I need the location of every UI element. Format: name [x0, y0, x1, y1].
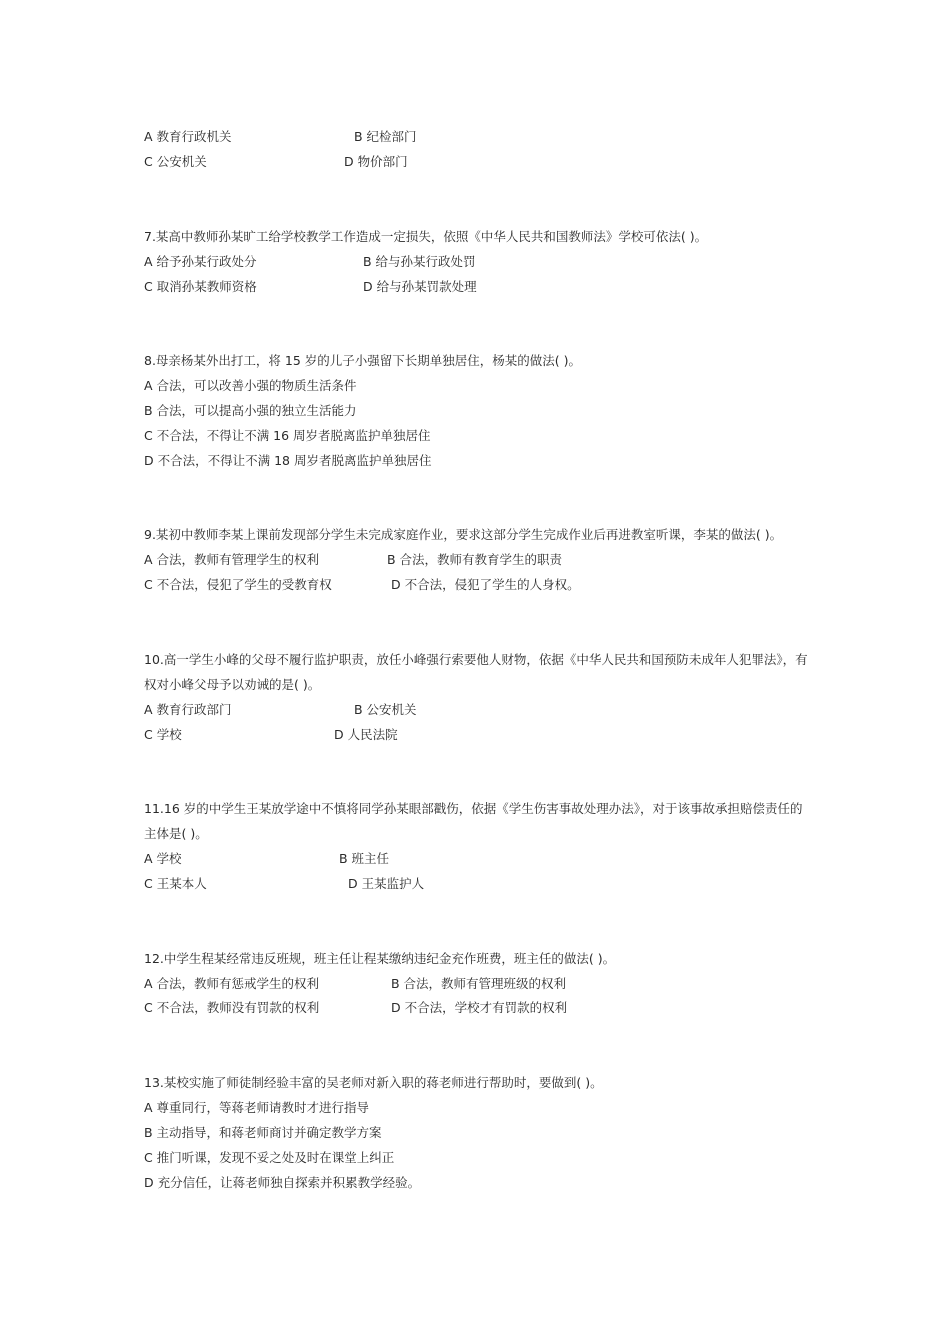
- q9-option-a: A 合法，教师有管理学生的权利: [144, 552, 320, 567]
- q7-option-a: A 给予孙某行政处分: [144, 254, 257, 269]
- q12-option-a: A 合法，教师有惩戒学生的权利: [144, 976, 320, 991]
- q6-option-d: D 物价部门: [344, 154, 408, 169]
- q9-option-c: C 不合法，侵犯了学生的受教育权: [144, 577, 332, 592]
- q13-option-d: D 充分信任，让蒋老师独自探索并积累教学经验。: [144, 1175, 421, 1190]
- q12-option-c: C 不合法，教师没有罚款的权利: [144, 1000, 320, 1015]
- q8-option-c: C 不合法，不得让不满 16 周岁者脱离监护单独居住: [144, 428, 431, 443]
- q11-option-a: A 学校: [144, 851, 182, 866]
- q7-stem: 7.某高中教师孙某旷工给学校教学工作造成一定损失，依照《中华人民共和国教师法》学校可依法( )。: [144, 229, 708, 244]
- q12-option-b: B 合法，教师有管理班级的权利: [391, 976, 567, 991]
- q13-option-b: B 主动指导，和蒋老师商讨并确定教学方案: [144, 1125, 382, 1140]
- q12-option-d: D 不合法，学校才有罚款的权利: [391, 1000, 568, 1015]
- q9-stem: 9.某初中教师李某上课前发现部分学生未完成家庭作业，要求这部分学生完成作业后再进教室听课，李某的做法( )。: [144, 527, 783, 542]
- q7-option-d: D 给与孙某罚款处理: [363, 279, 477, 294]
- q6-option-c: C 公安机关: [144, 154, 207, 169]
- q8-option-b: B 合法，可以提高小强的独立生活能力: [144, 403, 357, 418]
- q9-option-d: D 不合法，侵犯了学生的人身权。: [391, 577, 580, 592]
- q11-option-d: D 王某监护人: [348, 876, 425, 891]
- q13-stem: 13.某校实施了师徒制经验丰富的吴老师对新入职的蒋老师进行帮助时，要做到( )。: [144, 1075, 603, 1090]
- q10-option-c: C 学校: [144, 727, 182, 742]
- q6-option-a: A 教育行政机关: [144, 129, 232, 144]
- q11-option-c: C 王某本人: [144, 876, 207, 891]
- q10-option-b: B 公安机关: [354, 702, 417, 717]
- q9-option-b: B 合法，教师有教育学生的职责: [387, 552, 563, 567]
- q7-option-c: C 取消孙某教师资格: [144, 279, 257, 294]
- q11-option-b: B 班主任: [339, 851, 390, 866]
- q8-option-a: A 合法，可以改善小强的物质生活条件: [144, 378, 357, 393]
- q10-option-a: A 教育行政部门: [144, 702, 232, 717]
- q8-option-d: D 不合法，不得让不满 18 周岁者脱离监护单独居住: [144, 453, 432, 468]
- q7-option-b: B 给与孙某行政处罚: [363, 254, 476, 269]
- q10-option-d: D 人民法院: [334, 727, 398, 742]
- q12-stem: 12.中学生程某经常违反班规，班主任让程某缴纳违纪金充作班费，班主任的做法( )。: [144, 951, 616, 966]
- q10-stem: 10.高一学生小峰的父母不履行监护职责，放任小峰强行索要他人财物，依据《中华人民共和国预防未成年人犯罪法》，有权对小峰父母予以劝诫的是( )。: [144, 652, 808, 692]
- q13-option-a: A 尊重同行，等蒋老师请教时才进行指导: [144, 1100, 370, 1115]
- q6-option-b: B 纪检部门: [354, 129, 417, 144]
- q13-option-c: C 推门听课，发现不妥之处及时在课堂上纠正: [144, 1150, 395, 1165]
- q11-stem: 11.16 岁的中学生王某放学途中不慎将同学孙某眼部戳伤，依据《学生伤害事故处理办法》，对于该事故承担赔偿责任的主体是( )。: [144, 801, 803, 841]
- q8-stem: 8.母亲杨某外出打工，将 15 岁的儿子小强留下长期单独居住，杨某的做法( )。: [144, 353, 582, 368]
